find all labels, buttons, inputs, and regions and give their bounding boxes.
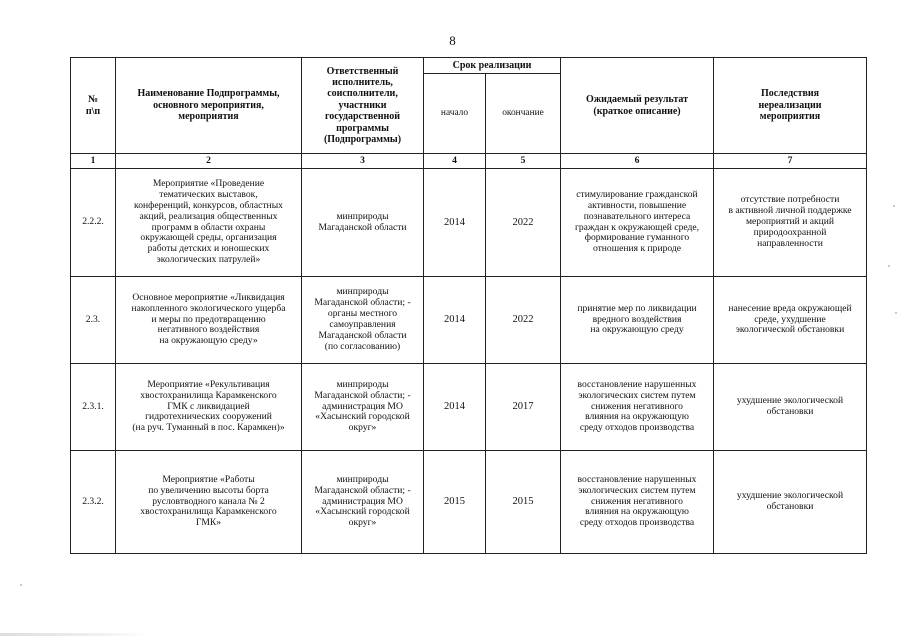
column-number: 3	[302, 154, 424, 169]
header-end	[486, 74, 561, 154]
header-period	[424, 58, 561, 74]
row-result	[561, 277, 714, 364]
scan-artifact	[888, 265, 890, 267]
scan-artifact	[0, 633, 150, 636]
row-consequences-text: ухудшение экологической обстановки	[736, 490, 844, 512]
header-num-label: № п\п	[85, 94, 101, 117]
row-consequences-text: нанесение вреда окружающей среде, ухудшение экологической обстановки	[728, 302, 852, 336]
header-result	[561, 58, 714, 154]
row-name-text: Мероприятие «Проведение тематических выставок, конференций, конкурсов, областных акций, реализация общественных программ в области охраны окружающей среды, организация работы детских и юношеских экологических патрулей»	[134, 177, 283, 266]
row-consequences-text: ухудшение экологической обстановки	[736, 395, 844, 417]
row-start: 2014	[424, 169, 486, 277]
row-responsible	[302, 451, 424, 554]
row-responsible	[302, 364, 424, 451]
header-name	[116, 58, 302, 154]
header-num	[71, 58, 116, 154]
row-name	[116, 364, 302, 451]
column-number: 5	[486, 154, 561, 169]
row-result	[561, 451, 714, 554]
row-name-text: Мероприятие «Рекультивация хвостохранилища Карамкенского ГМК с ликвидацией гидротехнических сооружений (на руч. Туманный в пос. Карамкен)»	[132, 378, 285, 434]
program-measures-table	[70, 57, 867, 554]
header-end-label: окончание	[502, 108, 544, 119]
row-result	[561, 169, 714, 277]
header-consequences-label: Последствия нереализации мероприятия	[758, 88, 822, 123]
row-responsible-text: минприроды Магаданской области; - администрация МО «Хасынский городской округ»	[314, 378, 411, 434]
column-number: 4	[424, 154, 486, 169]
row-name-text: Мероприятие «Работы по увеличению высоты борта русловтводного канала № 2 хвостохранилища Карамкенского ГМК»	[140, 473, 277, 529]
row-num: 2.3.2.	[71, 451, 116, 554]
table-row	[71, 364, 867, 451]
row-result-text: восстановление нарушенных экологических систем путем снижения негативного влияния на окружающую среду отходов производства	[577, 473, 697, 529]
header-start-label: начало	[440, 108, 469, 119]
row-result-text: стимулирование гражданской активности, повышение познавательного интереса граждан к окружающей среде, формирование гуманного отношения к природе	[574, 188, 700, 255]
header-row-top	[71, 58, 867, 74]
header-consequences	[714, 58, 867, 154]
scan-artifact	[895, 312, 897, 314]
row-consequences	[714, 169, 867, 277]
row-start: 2014	[424, 364, 486, 451]
row-end: 2022	[486, 277, 561, 364]
table-row	[71, 169, 867, 277]
header-name-label: Наименование Подпрограммы, основного мероприятия, мероприятия	[137, 88, 280, 123]
row-start: 2015	[424, 451, 486, 554]
row-name-text: Основное мероприятие «Ликвидация накопленного экологического ущерба и меры по предотвращению негативного воздействия на окружающую среду»	[131, 291, 286, 347]
header-responsible-label: Ответственный исполнитель, соисполнители, участники государственной программы (Подпрограммы)	[323, 65, 402, 145]
scan-artifact	[20, 584, 22, 586]
row-name	[116, 451, 302, 554]
column-number: 1	[71, 154, 116, 169]
row-responsible	[302, 169, 424, 277]
row-num: 2.3.	[71, 277, 116, 364]
column-number: 7	[714, 154, 867, 169]
row-end: 2017	[486, 364, 561, 451]
row-consequences	[714, 277, 867, 364]
row-consequences	[714, 364, 867, 451]
row-start: 2014	[424, 277, 486, 364]
scan-artifact	[893, 205, 895, 207]
header-period-label: Срок реализации	[452, 59, 532, 71]
row-num: 2.3.1.	[71, 364, 116, 451]
column-number: 6	[561, 154, 714, 169]
page-number: 8	[449, 33, 456, 48]
row-responsible	[302, 277, 424, 364]
row-responsible-text: минприроды Магаданской области	[318, 210, 407, 233]
table-row	[71, 451, 867, 554]
row-result-text: принятие мер по ликвидации вредного воздействия на окружающую среду	[577, 302, 697, 336]
row-result	[561, 364, 714, 451]
row-consequences-text: отсутствие потребности в активной личной поддержке мероприятий и акций природоохранной направленности	[728, 194, 852, 249]
header-start	[424, 74, 486, 154]
table-row	[71, 277, 867, 364]
row-responsible-text: минприроды Магаданской области; - администрация МО «Хасынский городской округ»	[314, 473, 411, 529]
row-result-text: восстановление нарушенных экологических систем путем снижения негативного влияния на окружающую среду отходов производства	[577, 378, 697, 434]
row-name	[116, 277, 302, 364]
column-number-row	[71, 154, 867, 169]
row-num: 2.2.2.	[71, 169, 116, 277]
column-number: 2	[116, 154, 302, 169]
header-responsible	[302, 58, 424, 154]
row-consequences	[714, 451, 867, 554]
row-name	[116, 169, 302, 277]
row-end: 2022	[486, 169, 561, 277]
row-responsible-text: минприроды Магаданской области; - органы местного самоуправления Магаданской области (по согласованию)	[314, 286, 411, 352]
row-end: 2015	[486, 451, 561, 554]
header-result-label: Ожидаемый результат (краткое описание)	[585, 94, 689, 117]
